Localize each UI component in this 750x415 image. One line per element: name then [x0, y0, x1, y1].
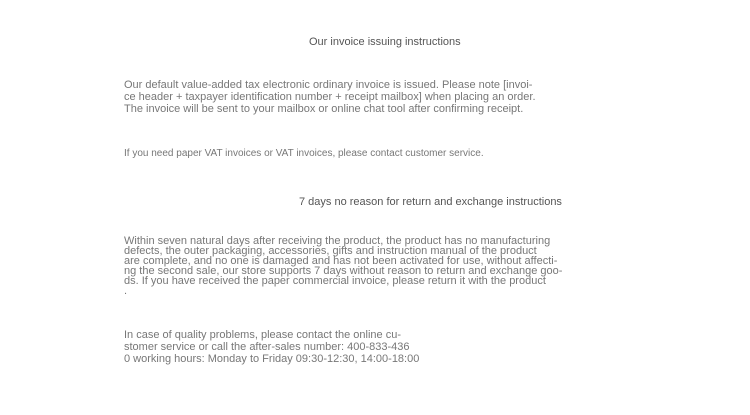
paragraph-line: ce header + taxpayer identification number + receipt mailbox] when placing an order.: [124, 91, 536, 103]
invoice-instructions-paragraph: [124, 79, 536, 115]
paragraph-line: In case of quality problems, please contact the online cu-: [124, 329, 401, 341]
paragraph-line: The invoice will be sent to your mailbox or online chat tool after confirming receipt.: [124, 103, 524, 115]
return-instructions-paragraph: [124, 236, 562, 296]
after-sales-contact-paragraph: [124, 329, 419, 365]
paragraph-line: Our default value-added tax electronic ordinary invoice is issued. Please note [invoi-: [124, 79, 533, 91]
paragraph-line: defects, the outer packaging, accessories, gifts and instruction manual of the product: [124, 245, 537, 257]
paragraph-line: 0 working hours: Monday to Friday 09:30-12:30, 14:00-18:00: [124, 353, 420, 365]
paragraph-line: stomer service or call the after-sales number: 400-833-436: [124, 341, 410, 353]
paragraph-line: Within seven natural days after receiving the product, the product has no manufacturing: [124, 235, 551, 247]
paragraph-line: are complete, and no one is damaged and has not been activated for use, without affecti-: [124, 255, 558, 267]
paper-invoice-note: If you need paper VAT invoices or VAT invoices, please contact customer service.: [124, 148, 484, 159]
invoice-instructions-title: Our invoice issuing instructions: [309, 36, 461, 48]
paragraph-line: .: [124, 285, 128, 297]
paragraph-line: ds. If you have received the paper commercial invoice, please return it with the product: [124, 275, 546, 287]
paragraph-line: ng the second sale, our store supports 7 days without reason to return and exchange goo-: [124, 265, 563, 277]
return-instructions-title: 7 days no reason for return and exchange instructions: [299, 196, 562, 208]
